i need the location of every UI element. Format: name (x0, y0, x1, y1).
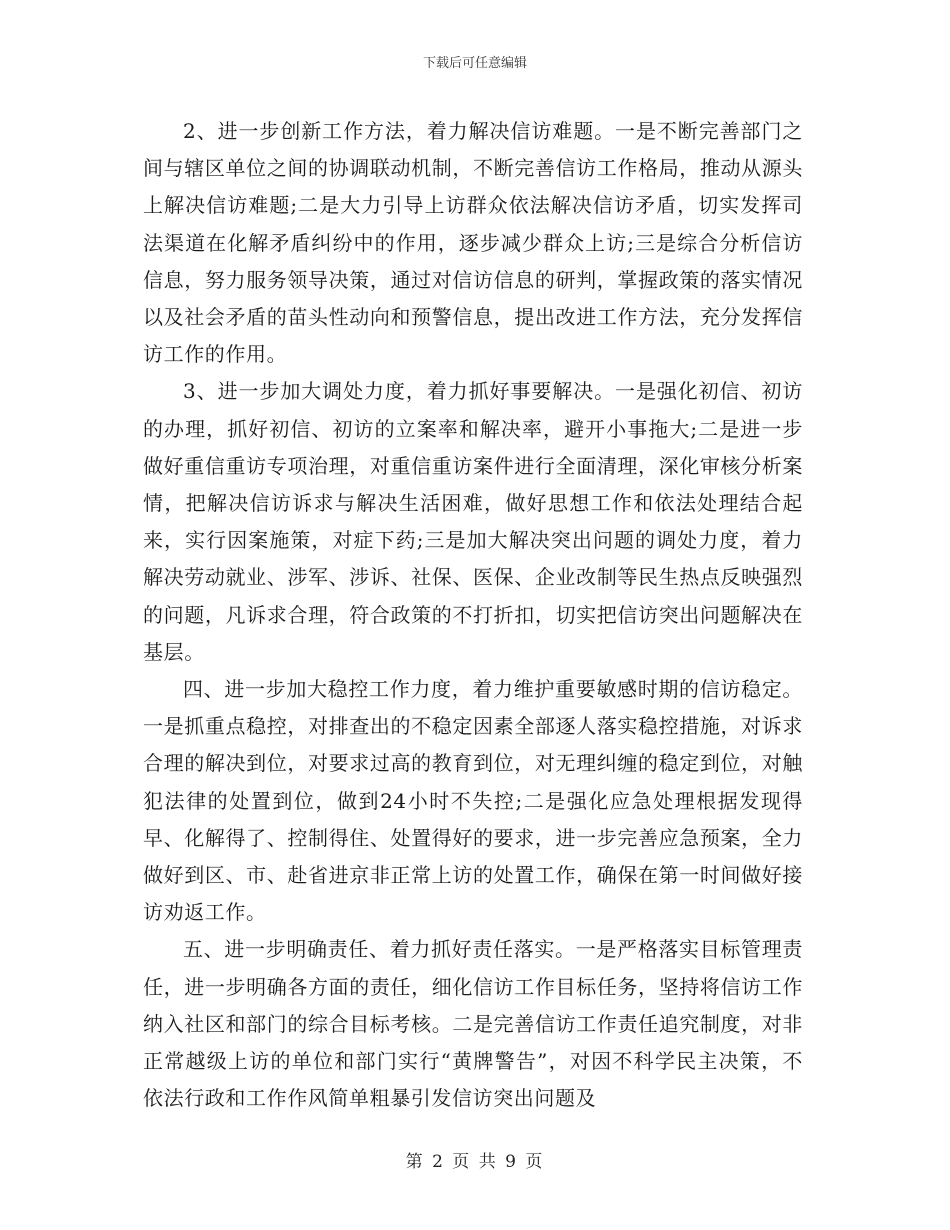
paragraph-responsibility: 五、进一步明确责任、着力抓好责任落实。一是严格落实目标管理责任，进一步明确各方面的责任，细化信访工作目标任务，坚持将信访工作纳入社区和部门的综合目标考核。二是完善信访工作责任追究制度，对非正常越级上访的单位和部门实行“黄牌警告”，对因不科学民主决策，不依法行政和工作作风简单粗暴引发信访突出问题及 (143, 937, 803, 1111)
paragraph-stability-control: 四、进一步加大稳控工作力度，着力维护重要敏感时期的信访稳定。一是抓重点稳控，对排查出的不稳定因素全部逐人落实稳控措施，对诉求合理的解决到位，对要求过高的教育到位，对无理纠缠的稳定到位，对触犯法律的处置到位，做到24小时不失控;二是强化应急处理根据发现得早、化解得了、控制得住、处置得好的要求，进一步完善应急预案，全力做好到区、市、赴省进京非正常上访的处置工作，确保在第一时间做好接访劝返工作。 (143, 677, 803, 925)
page-number: 第 2 页 共 9 页 (405, 1152, 545, 1172)
paragraph-innovate-methods: 2、进一步创新工作方法，着力解决信访难题。一是不断完善部门之间与辖区单位之间的协调联动机制，不断完善信访工作格局，推动从源头上解决信访难题;二是大力引导上访群众依法解决信访矛盾，切实发挥司法渠道在化解矛盾纠纷中的作用，逐步减少群众上访;三是综合分析信访信息，努力服务领导决策，通过对信访信息的研判，掌握政策的落实情况以及社会矛盾的苗头性动向和预警信息，提出改进工作方法，充分发挥信访工作的作用。 (143, 119, 803, 367)
page-header-note: 下载后可任意编辑 (422, 56, 527, 71)
paragraph-mediation: 3、进一步加大调处力度，着力抓好事要解决。一是强化初信、初访的办理，抓好初信、初访的立案率和解决率，避开小事拖大;二是进一步做好重信重访专项治理，对重信重访案件进行全面清理，深化审核分析案情，把解决信访诉求与解决生活困难，做好思想工作和依法处理结合起来，实行因案施策，对症下药;三是加大解决突出问题的调处力度，着力解决劳动就业、涉军、涉诉、社保、医保、企业改制等民生热点反映强烈的问题，凡诉求合理，符合政策的不打折扣，切实把信访突出问题解决在基层。 (143, 379, 803, 664)
document-body (143, 113, 803, 1117)
